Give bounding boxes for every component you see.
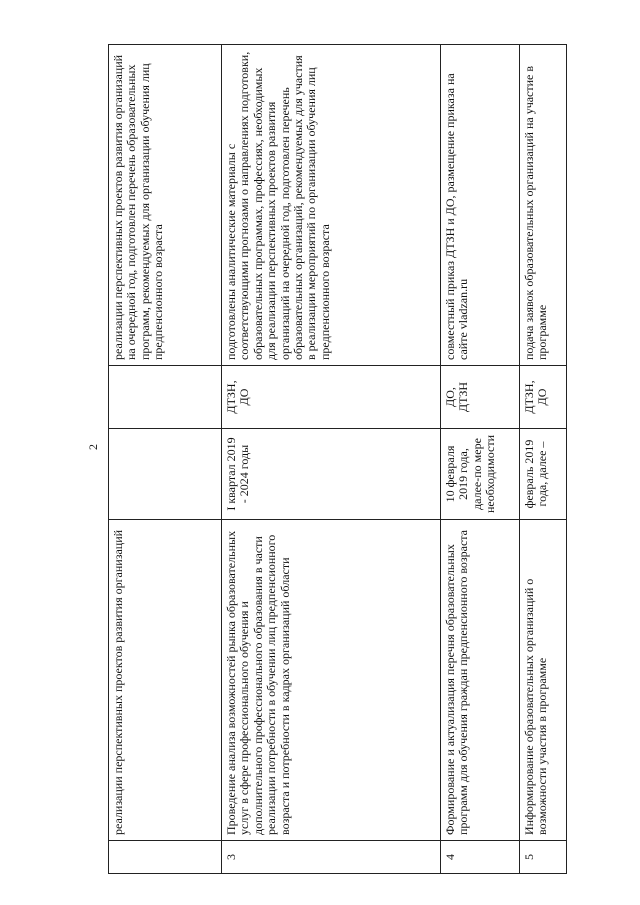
row-number xyxy=(109,841,222,874)
executor-cell xyxy=(109,366,222,429)
table-row xyxy=(109,45,222,874)
row-number: 5 xyxy=(520,841,567,874)
result-cell: подача заявок образовательных организаций на участие в программе xyxy=(520,45,567,366)
row-number: 4 xyxy=(441,841,520,874)
result-cell: подготовлены аналитические материалы с соответствующими прогнозами о направлениях подготовки, образовательных программах, профессиях, необходимых для реализации перспективных проектов развития организаций на очередной год, подготовлен перечень образовательных организаций, рекомендуемых для участия в реализации мероприятий по организации обучения лиц предпенсионного возраста xyxy=(222,45,441,366)
date-cell xyxy=(109,429,222,520)
page-number: 2 xyxy=(86,444,100,450)
table-row xyxy=(222,45,441,874)
executor-cell: ДТЗН, ДО xyxy=(520,366,567,429)
row-number: 3 xyxy=(222,841,441,874)
executor-cell: ДО, ДТЗН xyxy=(441,366,520,429)
date-cell: I квартал 2019 - 2024 годы xyxy=(222,429,441,520)
date-cell: 10 февраля 2019 года, далее-по мере необходимости xyxy=(441,429,520,520)
table-row xyxy=(441,45,520,874)
result-cell: совместный приказ ДТЗН и ДО, размещение приказа на сайте vladzan.ru xyxy=(441,45,520,366)
activity-cell: Проведение анализа возможностей рынка образовательных услуг в сфере профессионального обучения и дополнительного профессионального образования в части реализации потребности в обучении лиц предпенсионного возраста и потребности в кадрах организаций области xyxy=(222,520,441,841)
document-table-rotated xyxy=(108,44,558,874)
measures-table xyxy=(108,44,567,874)
activity-cell: реализации перспективных проектов развития организаций xyxy=(109,520,222,841)
table-row xyxy=(520,45,567,874)
date-cell: февраль 2019 года, далее – xyxy=(520,429,567,520)
activity-cell: Формирование и актуализация перечня образовательных программ для обучения граждан предпенсионного возраста xyxy=(441,520,520,841)
result-cell: реализации перспективных проектов развития организаций на очередной год, подготовлен перечень образовательных программ, рекомендуемых для организации обучения лиц предпенсионного возраста xyxy=(109,45,222,366)
executor-cell: ДТЗН, ДО xyxy=(222,366,441,429)
activity-cell: Информирование образовательных организаций о возможности участия в программе xyxy=(520,520,567,841)
